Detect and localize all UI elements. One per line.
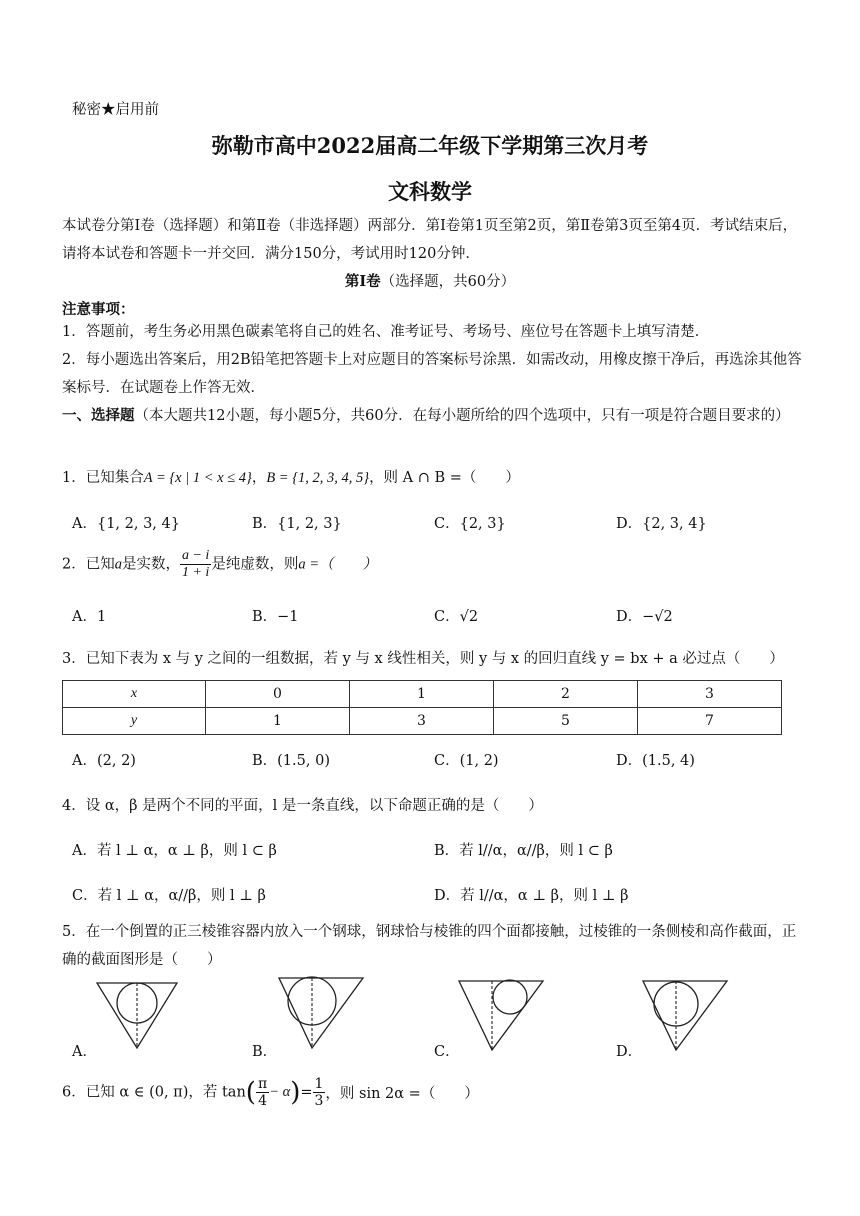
part1-subtitle: （选择题，共60分） <box>380 274 516 290</box>
q2-frac-den: 1 + i <box>181 565 210 580</box>
q5-option-a: A． <box>72 1044 97 1060</box>
q2-stem-mid: 是实数， <box>121 556 180 573</box>
table-cell: 1 <box>350 681 494 708</box>
q2-option-d: D．−√2 <box>616 609 673 625</box>
q1-option-a: A．{1, 2, 3, 4} <box>72 516 180 532</box>
question-3-stem: 3．已知下表为 x 与 y 之间的一组数据，若 y 与 x 线性相关，则 y 与 x 的回归直线 y = bx + a 必过点（ ） <box>62 651 784 667</box>
q1-set-a: A = {x | 1 < x ≤ 4} <box>143 470 252 486</box>
q3-option-c: C．(1, 2) <box>434 753 499 769</box>
q6-fraction-1 <box>256 1076 269 1109</box>
q3-option-a: A．(2, 2) <box>72 753 136 769</box>
q4-option-a: A．若 l ⊥ α，α ⊥ β，则 l ⊂ β <box>72 843 277 859</box>
q6-equals: = <box>300 1084 313 1101</box>
q6-frac2-den: 3 <box>314 1093 324 1109</box>
q6-frac1-num: π <box>257 1076 268 1092</box>
q6-frac1-den: 4 <box>258 1093 268 1109</box>
notice-item-2: 2．每小题选出答案后，用2B铅笔把答题卡上对应题目的答案标号涂黑．如需改动，用橡皮擦干净后，再选涂其他答案标号．在试题卷上作答无效． <box>62 352 802 396</box>
q5-figure-b <box>276 974 366 1052</box>
table-row <box>63 681 782 708</box>
question-1-stem <box>62 466 520 487</box>
q6-paren-open: ( <box>245 1077 256 1108</box>
table-row-label-y: y <box>63 708 206 735</box>
section1-desc: （本大题共12小题，每小题5分，共60分．在每小题所给的四个选项中，只有一项是符合题目要求的） <box>134 408 790 424</box>
q6-frac2-num: 1 <box>314 1076 324 1092</box>
q2-stem-tail: a =（ ） <box>298 556 377 573</box>
q5-figure-c <box>456 978 546 1052</box>
q3-option-d: D．(1.5, 4) <box>616 753 695 769</box>
table-cell: 0 <box>206 681 350 708</box>
q5-option-c: C． <box>434 1044 460 1060</box>
q1-separator: ， <box>251 470 267 486</box>
q2-stem-c: 是纯虚数，则 <box>211 556 299 573</box>
table-cell: 5 <box>494 708 638 735</box>
table-row-label-x: x <box>63 681 206 708</box>
notice-item-1: 1．答题前，考生务必用黑色碳素笔将自己的姓名、准考证号、考场号、座位号在答题卡上填写清楚． <box>62 324 710 340</box>
table-cell: 3 <box>638 681 782 708</box>
q5-figure-d <box>640 978 730 1052</box>
q4-option-c: C．若 l ⊥ α，α//β，则 l ⊥ β <box>72 888 266 904</box>
table-cell: 3 <box>350 708 494 735</box>
q2-frac-num: a − i <box>181 548 210 563</box>
section1-heading: 一、选择题 <box>62 407 135 424</box>
question-2-stem <box>62 548 377 581</box>
part1-heading <box>0 270 860 291</box>
q4-option-b: B．若 l//α，α//β，则 l ⊂ β <box>434 843 613 859</box>
q5-option-d: D． <box>616 1044 643 1060</box>
q2-var: a <box>114 556 122 573</box>
part1-title: 第Ⅰ卷 <box>344 273 381 290</box>
q2-option-c: C．√2 <box>434 609 479 625</box>
q3-data-table <box>62 680 782 735</box>
q1-option-b: B．{1, 2, 3} <box>252 516 342 532</box>
exam-title: 弥勒市高中2022届高二年级下学期第三次月考 <box>211 133 649 158</box>
q2-fraction <box>180 548 211 581</box>
q6-minus: − α <box>269 1084 291 1100</box>
q5-figure-a <box>94 978 180 1052</box>
q2-stem-text: 2．已知 <box>62 556 115 573</box>
q3-option-b: B．(1.5, 0) <box>252 753 330 769</box>
table-cell: 7 <box>638 708 782 735</box>
q1-stem-text: 1．已知集合 <box>62 470 144 486</box>
q1-option-c: C．{2, 3} <box>434 516 506 532</box>
q6-paren-close: ) <box>290 1077 301 1108</box>
q4-option-d: D．若 l//α，α ⊥ β，则 l ⊥ β <box>434 888 629 904</box>
q1-set-b: B = {1, 2, 3, 4, 5} <box>266 470 370 486</box>
q1-stem-tail: ，则 A ∩ B =（ ） <box>369 470 520 486</box>
question-6-stem <box>62 1076 479 1109</box>
q6-fraction-2 <box>313 1076 326 1109</box>
q2-option-a: A．1 <box>72 609 107 625</box>
confidential-label: 秘密★启用前 <box>72 102 159 118</box>
exam-subject: 文科数学 <box>388 179 472 204</box>
table-cell: 1 <box>206 708 350 735</box>
table-cell: 2 <box>494 681 638 708</box>
q1-option-d: D．{2, 3, 4} <box>616 516 707 532</box>
q6-stem-text: 6．已知 α ∈ (0, π)，若 tan <box>62 1084 246 1101</box>
question-5-stem: 5．在一个倒置的正三棱锥容器内放入一个钢球，钢球恰与棱锥的四个面都接触，过棱锥的一条侧棱和高作截面，正确的截面图形是（ ） <box>62 924 797 968</box>
q6-stem-tail: ，则 sin 2α =（ ） <box>325 1086 479 1102</box>
q2-option-b: B．−1 <box>252 609 299 625</box>
notice-heading: 注意事项： <box>62 301 135 318</box>
question-4-stem: 4．设 α，β 是两个不同的平面，l 是一条直线，以下命题正确的是（ ） <box>62 798 543 814</box>
section1-intro <box>62 402 802 430</box>
q5-option-b: B． <box>252 1044 278 1060</box>
table-row <box>63 708 782 735</box>
intro-paragraph: 本试卷分第Ⅰ卷（选择题）和第Ⅱ卷（非选择题）两部分．第Ⅰ卷第1页至第2页，第Ⅱ卷第3页至第4页．考试结束后，请将本试卷和答题卡一并交回．满分150分，考试用时120分钟． <box>62 218 798 262</box>
